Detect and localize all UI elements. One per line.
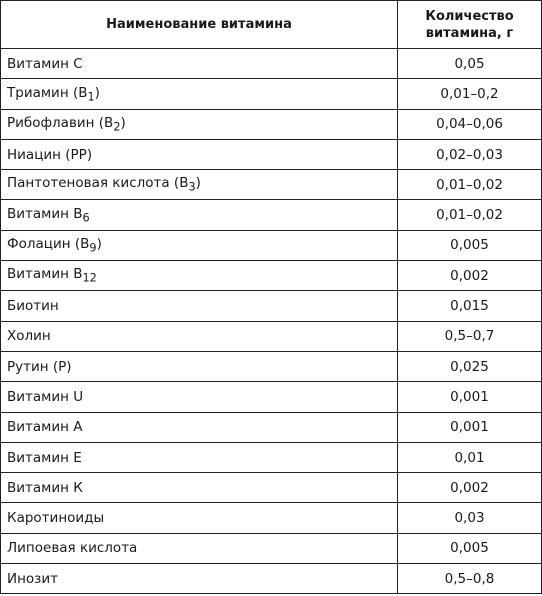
vitamin-name-cell <box>1 442 398 472</box>
vitamin-quantity: 0,01–0,2 <box>398 79 542 109</box>
table-row <box>1 503 542 533</box>
header-vitamin-quantity <box>398 1 542 49</box>
vitamin-quantity: 0,001 <box>398 382 542 412</box>
vitamin-quantity: 0,05 <box>398 49 542 79</box>
table-row <box>1 564 542 594</box>
vitamin-name: Триамин (B <box>7 84 88 101</box>
table-row <box>1 109 542 139</box>
vitamin-name-tail: ) <box>96 236 102 253</box>
table-row <box>1 49 542 79</box>
vitamin-name-tail: ) <box>195 175 201 192</box>
vitamin-name: Витамин B <box>7 266 83 283</box>
table-row <box>1 473 542 503</box>
vitamin-quantity: 0,01–0,02 <box>398 200 542 230</box>
vitamin-subscript: 3 <box>188 181 196 195</box>
vitamin-quantity: 0,04–0,06 <box>398 109 542 139</box>
vitamin-name-cell <box>1 351 398 381</box>
vitamin-name: Липоевая кислота <box>7 540 138 557</box>
vitamin-name-cell <box>1 79 398 109</box>
table-row <box>1 139 542 169</box>
table-row <box>1 382 542 412</box>
vitamin-name: Инозит <box>7 570 59 587</box>
vitamin-quantity: 0,5–0,7 <box>398 321 542 351</box>
header-vitamin-name: Наименование витамина <box>1 1 398 49</box>
vitamin-name-cell <box>1 49 398 79</box>
vitamin-name-cell <box>1 473 398 503</box>
vitamin-quantity: 0,001 <box>398 412 542 442</box>
vitamin-subscript: 12 <box>82 272 97 286</box>
vitamin-subscript: 2 <box>113 120 121 134</box>
header-quantity-line1: Количество <box>425 8 514 24</box>
vitamin-name: Витамин К <box>7 479 83 496</box>
vitamin-name-cell <box>1 412 398 442</box>
vitamin-name: Витамин С <box>7 55 83 72</box>
vitamin-name: Витамин А <box>7 419 83 436</box>
vitamin-name: Холин <box>7 328 51 345</box>
vitamin-quantity: 0,005 <box>398 230 542 260</box>
table-row <box>1 261 542 291</box>
vitamin-name-cell <box>1 139 398 169</box>
vitamin-quantity: 0,02–0,03 <box>398 139 542 169</box>
vitamin-name-cell <box>1 321 398 351</box>
vitamin-name-cell <box>1 382 398 412</box>
vitamin-quantity: 0,01–0,02 <box>398 170 542 200</box>
vitamin-name: Витамин B <box>7 205 83 222</box>
vitamin-quantity: 0,015 <box>398 291 542 321</box>
table-row <box>1 533 542 563</box>
vitamin-quantity: 0,002 <box>398 261 542 291</box>
vitamin-name: Пантотеновая кислота (B <box>7 175 189 192</box>
header-quantity-line2: витамина, г <box>425 25 514 41</box>
vitamin-quantity: 0,005 <box>398 533 542 563</box>
vitamin-name: Фолацин (B <box>7 236 90 253</box>
vitamin-name: Рутин (P) <box>7 358 72 375</box>
table-row <box>1 230 542 260</box>
table-row <box>1 351 542 381</box>
vitamin-name: Каротиноиды <box>7 510 105 527</box>
vitamin-name-cell <box>1 533 398 563</box>
vitamin-name: Рибофлавин (B <box>7 114 114 131</box>
vitamin-name-cell <box>1 503 398 533</box>
vitamin-quantity: 0,025 <box>398 351 542 381</box>
vitamin-name-tail: ) <box>94 84 100 101</box>
vitamin-name-cell <box>1 261 398 291</box>
vitamin-name-cell <box>1 230 398 260</box>
vitamin-name: Витамин Е <box>7 449 82 466</box>
vitamin-name-cell <box>1 109 398 139</box>
table-row <box>1 79 542 109</box>
vitamin-name: Биотин <box>7 298 59 315</box>
vitamin-name-cell <box>1 564 398 594</box>
table-row <box>1 442 542 472</box>
table-row <box>1 412 542 442</box>
vitamin-name-cell <box>1 291 398 321</box>
vitamin-subscript: 9 <box>89 241 97 255</box>
table-row <box>1 291 542 321</box>
table-row <box>1 200 542 230</box>
vitamin-quantity: 0,01 <box>398 442 542 472</box>
vitamin-name: Витамин U <box>7 388 84 405</box>
vitamin-name-tail: ) <box>120 114 126 131</box>
vitamin-subscript: 6 <box>82 211 90 225</box>
vitamin-name-cell <box>1 200 398 230</box>
vitamin-name-cell <box>1 170 398 200</box>
vitamin-name: Ниацин (PP) <box>7 146 93 163</box>
header-row <box>1 1 542 49</box>
table-row <box>1 170 542 200</box>
vitamin-subscript: 1 <box>87 90 95 104</box>
vitamin-quantity: 0,5–0,8 <box>398 564 542 594</box>
vitamin-quantity: 0,03 <box>398 503 542 533</box>
table-row <box>1 321 542 351</box>
vitamin-quantity: 0,002 <box>398 473 542 503</box>
